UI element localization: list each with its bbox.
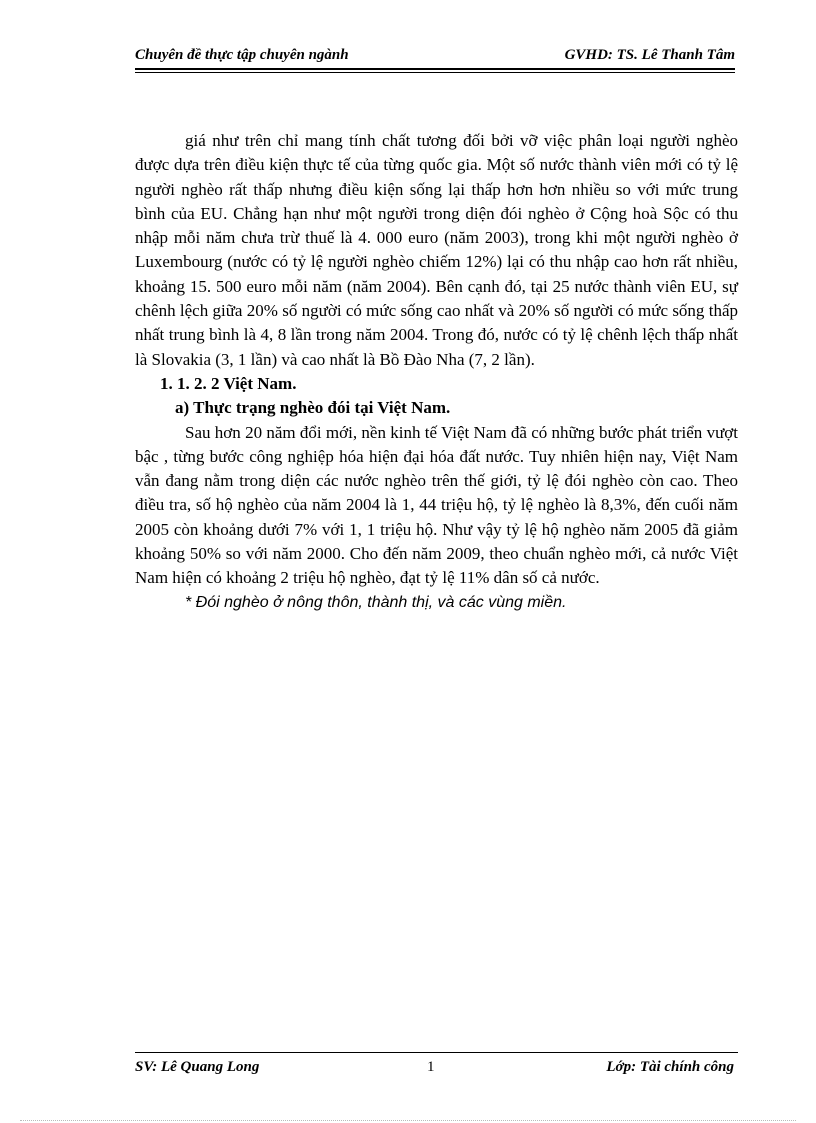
note-regional-poverty: * Đói nghèo ở nông thôn, thành thị, và các vùng miền. (185, 593, 567, 611)
footer-page-number: 1 (427, 1059, 435, 1075)
subsection-heading-situation: a) Thực trạng nghèo đói tại Việt Nam. (175, 398, 451, 418)
page-boundary (20, 1120, 796, 1121)
document-body (135, 129, 738, 615)
header-course-title: Chuyên đề thực tập chuyên ngành (135, 47, 349, 63)
header-advisor: GVHD: TS. Lê Thanh Tâm (564, 47, 735, 63)
header-divider (135, 72, 735, 73)
page-header (135, 44, 735, 70)
section-heading-vietnam: 1. 1. 2. 2 Việt Nam. (160, 373, 297, 393)
page-footer (135, 1052, 738, 1079)
footer-student: SV: Lê Quang Long (135, 1059, 260, 1075)
paragraph-eu-poverty: giá như trên chỉ mang tính chất tương đối bởi vỡ việc phân loại người nghèo được dựa trên điều kiện thực tế của từng quốc gia. Một số nước thành viên mới có tỷ lệ người nghèo rất thấp nhưng điều kiện sống lại thấp hơn hơn nhiều so với mức trung bình của EU. Chẳng hạn như một người trong diện đói nghèo ở Cộng hoà Sộc có thu nhập mỗi năm chưa trừ thuế là 4. 000 euro (năm 2003), trong khi một người nghèo ở Luxembourg (nước có tỷ lệ người nghèo chiếm 12%) lại có thu nhập cao hơn rất nhiều, khoảng 15. 500 euro mỗi năm (năm 2004). Bên cạnh đó, tại 25 nước thành viên EU, sự chênh lệch giữa 20% số người có mức sống cao nhất và 20% số người có mức sống thấp nhất trung bình là 4, 8 lần trong năm 2004. Trong đó, nước có tỷ lệ chênh lệch thấp nhất là Slovakia (3, 1 lần) và cao nhất là Bồ Đào Nha (7, 2 lần). (135, 131, 738, 369)
footer-class: Lớp: Tài chính công (606, 1059, 734, 1075)
paragraph-vietnam-poverty: Sau hơn 20 năm đổi mới, nền kinh tế Việt Nam đã có những bước phát triển vượt bậc , từng bước công nghiệp hóa hiện đại hóa đất nước. Tuy nhiên hiện nay, Việt Nam vẫn đang nằm trong diện các nước nghèo trên thế giới, tỷ lệ đói nghèo còn cao. Theo điều tra, số hộ nghèo của năm 2004 là 1, 44 triệu hộ, tỷ lệ nghèo là 8,3%, đến cuối năm 2005 còn khoảng dưới 7% với 1, 1 triệu hộ. Như vậy tỷ lệ hộ nghèo năm 2005 đã giảm khoảng 50% so với năm 2000. Cho đến năm 2009, theo chuẩn nghèo mới, cả nước Việt Nam hiện có khoảng 2 triệu hộ nghèo, đạt tỷ lệ 11% dân số cả nước. (135, 422, 738, 588)
